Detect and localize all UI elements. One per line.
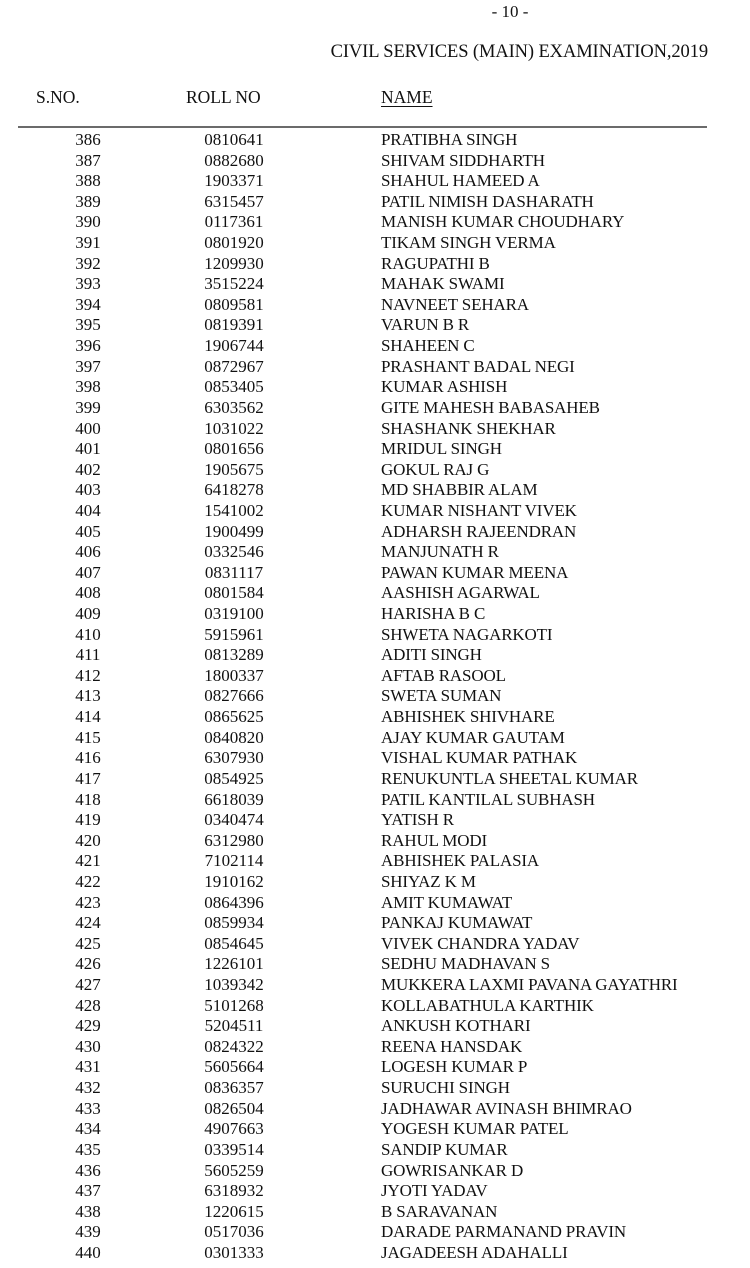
table-row — [0, 769, 750, 790]
cell-roll-no: 0854925 — [204, 768, 264, 788]
table-row — [0, 728, 750, 749]
cell-roll-no: 0301333 — [204, 1242, 264, 1262]
cell-roll-no: 6315457 — [204, 191, 264, 211]
table-row — [0, 1161, 750, 1182]
cell-roll-no: 0859934 — [204, 913, 264, 933]
cell-name: ABHISHEK SHIVHARE — [381, 707, 555, 727]
table-row — [0, 1119, 750, 1140]
cell-name: ANKUSH KOTHARI — [381, 1016, 531, 1036]
cell-roll-no: 4907663 — [204, 1119, 264, 1139]
table-row — [0, 645, 750, 666]
table-row — [0, 315, 750, 336]
cell-roll-no: 0117361 — [204, 212, 264, 232]
table-row — [0, 851, 750, 872]
table-row — [0, 748, 750, 769]
table-row — [0, 893, 750, 914]
cell-name: AFTAB RASOOL — [381, 665, 506, 685]
table-row — [0, 625, 750, 646]
table-row — [0, 151, 750, 172]
cell-name: AJAY KUMAR GAUTAM — [381, 727, 565, 747]
cell-sno: 397 — [75, 356, 101, 376]
cell-sno: 416 — [75, 748, 101, 768]
cell-roll-no: 1800337 — [204, 665, 264, 685]
cell-roll-no: 0831117 — [204, 562, 264, 582]
cell-name: SHAHUL HAMEED A — [381, 171, 540, 191]
cell-roll-no: 0840820 — [204, 727, 264, 747]
cell-roll-no: 0826504 — [204, 1098, 264, 1118]
cell-name: RENUKUNTLA SHEETAL KUMAR — [381, 768, 638, 788]
cell-sno: 420 — [75, 830, 101, 850]
table-row — [0, 913, 750, 934]
table-row — [0, 522, 750, 543]
cell-name: PRATIBHA SINGH — [381, 130, 518, 149]
cell-sno: 440 — [75, 1242, 101, 1262]
cell-sno: 404 — [75, 500, 101, 520]
table-row — [0, 954, 750, 975]
table-row — [0, 171, 750, 192]
cell-roll-no: 1910162 — [204, 871, 264, 891]
table-row — [0, 1078, 750, 1099]
cell-roll-no: 0872967 — [204, 356, 264, 376]
cell-sno: 415 — [75, 727, 101, 747]
cell-roll-no: 0809581 — [204, 294, 264, 314]
cell-sno: 438 — [75, 1201, 101, 1221]
table-row — [0, 563, 750, 584]
table-row — [0, 480, 750, 501]
cell-sno: 390 — [75, 212, 101, 232]
cell-name: SHIVAM SIDDHARTH — [381, 150, 545, 170]
cell-sno: 417 — [75, 768, 101, 788]
cell-name: SHIYAZ K M — [381, 871, 476, 891]
table-row — [0, 934, 750, 955]
column-header-roll-no: ROLL NO — [186, 87, 261, 107]
cell-name: ABHISHEK PALASIA — [381, 851, 540, 871]
document-title: CIVIL SERVICES (MAIN) EXAMINATION,2019 — [330, 42, 708, 62]
cell-sno: 386 — [75, 130, 101, 149]
cell-sno: 393 — [75, 274, 101, 294]
cell-sno: 395 — [75, 315, 101, 335]
cell-name: KOLLABATHULA KARTHIK — [381, 995, 594, 1015]
cell-roll-no: 5915961 — [204, 624, 264, 644]
table-row — [0, 707, 750, 728]
table-row — [0, 686, 750, 707]
cell-name: SEDHU MADHAVAN S — [381, 954, 550, 974]
cell-roll-no: 6307930 — [204, 748, 264, 768]
cell-sno: 412 — [75, 665, 101, 685]
cell-roll-no: 5101268 — [204, 995, 264, 1015]
cell-name: PATIL KANTILAL SUBHASH — [381, 789, 595, 809]
cell-roll-no: 1209930 — [204, 253, 264, 273]
cell-sno: 401 — [75, 439, 101, 459]
cell-name: DARADE PARMANAND PRAVIN — [381, 1222, 626, 1242]
cell-sno: 419 — [75, 810, 101, 830]
table-row — [0, 398, 750, 419]
cell-sno: 387 — [75, 150, 101, 170]
table-row — [0, 872, 750, 893]
table-row — [0, 192, 750, 213]
cell-name: MAHAK SWAMI — [381, 274, 505, 294]
table-row — [0, 790, 750, 811]
table-row — [0, 583, 750, 604]
cell-sno: 439 — [75, 1222, 101, 1242]
cell-name: REENA HANSDAK — [381, 1036, 523, 1056]
cell-name: MRIDUL SINGH — [381, 439, 502, 459]
cell-roll-no: 0813289 — [204, 645, 264, 665]
table-row — [0, 212, 750, 233]
cell-sno: 388 — [75, 171, 101, 191]
cell-sno: 392 — [75, 253, 101, 273]
cell-name: SWETA SUMAN — [381, 686, 502, 706]
cell-name: PRASHANT BADAL NEGI — [381, 356, 575, 376]
cell-roll-no: 7102114 — [204, 851, 264, 871]
table-row — [0, 295, 750, 316]
column-header-name: NAME — [381, 87, 433, 107]
cell-roll-no: 0864396 — [204, 892, 264, 912]
cell-name: SHWETA NAGARKOTI — [381, 624, 553, 644]
cell-sno: 399 — [75, 397, 101, 417]
cell-roll-no: 1226101 — [204, 954, 264, 974]
cell-name: NAVNEET SEHARA — [381, 294, 529, 314]
cell-roll-no: 1905675 — [204, 459, 264, 479]
cell-roll-no: 1541002 — [204, 500, 264, 520]
cell-sno: 431 — [75, 1057, 101, 1077]
cell-name: JADHAWAR AVINASH BHIMRAO — [381, 1098, 632, 1118]
cell-name: RAGUPATHI B — [381, 253, 490, 273]
cell-roll-no: 0332546 — [204, 542, 264, 562]
cell-sno: 391 — [75, 233, 101, 253]
cell-roll-no: 0882680 — [204, 150, 264, 170]
cell-sno: 425 — [75, 933, 101, 953]
cell-sno: 433 — [75, 1098, 101, 1118]
table-row — [0, 1016, 750, 1037]
cell-name: JAGADEESH ADAHALLI — [381, 1242, 568, 1262]
cell-name: SANDIP KUMAR — [381, 1139, 508, 1159]
cell-sno: 424 — [75, 913, 101, 933]
cell-roll-no: 5605259 — [204, 1160, 264, 1180]
cell-sno: 432 — [75, 1078, 101, 1098]
table-row — [0, 336, 750, 357]
table-row — [0, 975, 750, 996]
cell-sno: 411 — [75, 645, 101, 665]
cell-roll-no: 0853405 — [204, 377, 264, 397]
cell-roll-no: 1903371 — [204, 171, 264, 191]
cell-sno: 398 — [75, 377, 101, 397]
cell-sno: 421 — [75, 851, 101, 871]
cell-roll-no: 0819391 — [204, 315, 264, 335]
table-row — [0, 439, 750, 460]
table-row — [0, 501, 750, 522]
cell-sno: 413 — [75, 686, 101, 706]
cell-name: RAHUL MODI — [381, 830, 488, 850]
cell-name: VISHAL KUMAR PATHAK — [381, 748, 578, 768]
page-number: - 10 - — [491, 2, 529, 21]
cell-sno: 429 — [75, 1016, 101, 1036]
cell-sno: 405 — [75, 521, 101, 541]
cell-name: VARUN B R — [381, 315, 470, 335]
cell-name: AMIT KUMAWAT — [381, 892, 513, 912]
cell-sno: 403 — [75, 480, 101, 500]
cell-sno: 406 — [75, 542, 101, 562]
cell-sno: 427 — [75, 975, 101, 994]
cell-name: HARISHA B C — [381, 604, 486, 624]
cell-name: MD SHABBIR ALAM — [381, 480, 538, 500]
cell-roll-no: 0824322 — [204, 1036, 264, 1056]
table-row — [0, 666, 750, 687]
cell-sno: 402 — [75, 459, 101, 479]
cell-roll-no: 1031022 — [204, 418, 264, 438]
header-divider — [18, 126, 707, 128]
cell-name: VIVEK CHANDRA YADAV — [381, 933, 580, 953]
table-row — [0, 1243, 750, 1264]
table-row — [0, 357, 750, 378]
column-header-sno: S.NO. — [36, 87, 80, 107]
table-row — [0, 1202, 750, 1223]
cell-name: PANKAJ KUMAWAT — [381, 913, 533, 933]
cell-name: SURUCHI SINGH — [381, 1078, 510, 1098]
cell-roll-no: 0801920 — [204, 233, 264, 253]
cell-name: JYOTI YADAV — [381, 1181, 488, 1201]
table-row — [0, 810, 750, 831]
cell-roll-no: 6418278 — [204, 480, 264, 500]
cell-sno: 414 — [75, 707, 101, 727]
cell-name: B SARAVANAN — [381, 1201, 498, 1221]
cell-roll-no: 0836357 — [204, 1078, 264, 1098]
cell-sno: 422 — [75, 871, 101, 891]
cell-name: KUMAR NISHANT VIVEK — [381, 500, 577, 520]
table-row — [0, 1222, 750, 1243]
cell-name: MANJUNATH R — [381, 542, 499, 562]
cell-name: SHAHEEN C — [381, 336, 475, 356]
table-row — [0, 996, 750, 1017]
cell-name: MUKKERA LAXMI PAVANA GAYATHRI — [381, 975, 678, 994]
cell-roll-no: 6618039 — [204, 789, 264, 809]
cell-name: GOKUL RAJ G — [381, 459, 490, 479]
cell-sno: 389 — [75, 191, 101, 211]
cell-roll-no: 5204511 — [204, 1016, 264, 1036]
table-row — [0, 130, 750, 151]
cell-roll-no: 0865625 — [204, 707, 264, 727]
cell-sno: 423 — [75, 892, 101, 912]
cell-roll-no: 0801656 — [204, 439, 264, 459]
table-row — [0, 1037, 750, 1058]
cell-roll-no: 0854645 — [204, 933, 264, 953]
cell-roll-no: 0339514 — [204, 1139, 264, 1159]
cell-roll-no: 5605664 — [204, 1057, 264, 1077]
cell-roll-no: 1900499 — [204, 521, 264, 541]
cell-roll-no: 0827666 — [204, 686, 264, 706]
table-row — [0, 233, 750, 254]
cell-name: TIKAM SINGH VERMA — [381, 233, 556, 253]
cell-roll-no: 6303562 — [204, 397, 264, 417]
cell-sno: 434 — [75, 1119, 101, 1139]
cell-name: LOGESH KUMAR P — [381, 1057, 528, 1077]
cell-name: PAWAN KUMAR MEENA — [381, 562, 569, 582]
cell-sno: 410 — [75, 624, 101, 644]
cell-roll-no: 1039342 — [204, 975, 264, 994]
table-row — [0, 1181, 750, 1202]
cell-sno: 437 — [75, 1181, 101, 1201]
cell-sno: 430 — [75, 1036, 101, 1056]
cell-roll-no: 6312980 — [204, 830, 264, 850]
cell-name: KUMAR ASHISH — [381, 377, 508, 397]
cell-roll-no: 0801584 — [204, 583, 264, 603]
cell-sno: 428 — [75, 995, 101, 1015]
cell-sno: 408 — [75, 583, 101, 603]
cell-roll-no: 6318932 — [204, 1181, 264, 1201]
cell-roll-no: 0810641 — [204, 130, 264, 149]
cell-sno: 407 — [75, 562, 101, 582]
cell-roll-no: 0319100 — [204, 604, 264, 624]
cell-sno: 436 — [75, 1160, 101, 1180]
table-row — [0, 254, 750, 275]
cell-name: ADHARSH RAJEENDRAN — [381, 521, 577, 541]
table-row — [0, 1099, 750, 1120]
cell-sno: 426 — [75, 954, 101, 974]
cell-roll-no: 0340474 — [204, 810, 264, 830]
cell-roll-no: 0517036 — [204, 1222, 264, 1242]
cell-name: GOWRISANKAR D — [381, 1160, 524, 1180]
cell-name: SHASHANK SHEKHAR — [381, 418, 556, 438]
cell-name: YATISH R — [381, 810, 454, 830]
table-row — [0, 542, 750, 563]
table-row — [0, 274, 750, 295]
cell-roll-no: 1220615 — [204, 1201, 264, 1221]
cell-sno: 396 — [75, 336, 101, 356]
table-row — [0, 377, 750, 398]
cell-roll-no: 3515224 — [204, 274, 264, 294]
cell-name: YOGESH KUMAR PATEL — [381, 1119, 569, 1139]
cell-name: ADITI SINGH — [381, 645, 482, 665]
cell-sno: 400 — [75, 418, 101, 438]
cell-sno: 418 — [75, 789, 101, 809]
table-row — [0, 1140, 750, 1161]
table-row — [0, 604, 750, 625]
table-row — [0, 460, 750, 481]
cell-roll-no: 1906744 — [204, 336, 264, 356]
cell-name: MANISH KUMAR CHOUDHARY — [381, 212, 625, 232]
table-row — [0, 831, 750, 852]
cell-name: AASHISH AGARWAL — [381, 583, 540, 603]
cell-name: GITE MAHESH BABASAHEB — [381, 397, 600, 417]
cell-sno: 394 — [75, 294, 101, 314]
table-row — [0, 419, 750, 440]
cell-sno: 435 — [75, 1139, 101, 1159]
cell-sno: 409 — [75, 604, 101, 624]
cell-name: PATIL NIMISH DASHARATH — [381, 191, 594, 211]
table-row — [0, 1057, 750, 1078]
